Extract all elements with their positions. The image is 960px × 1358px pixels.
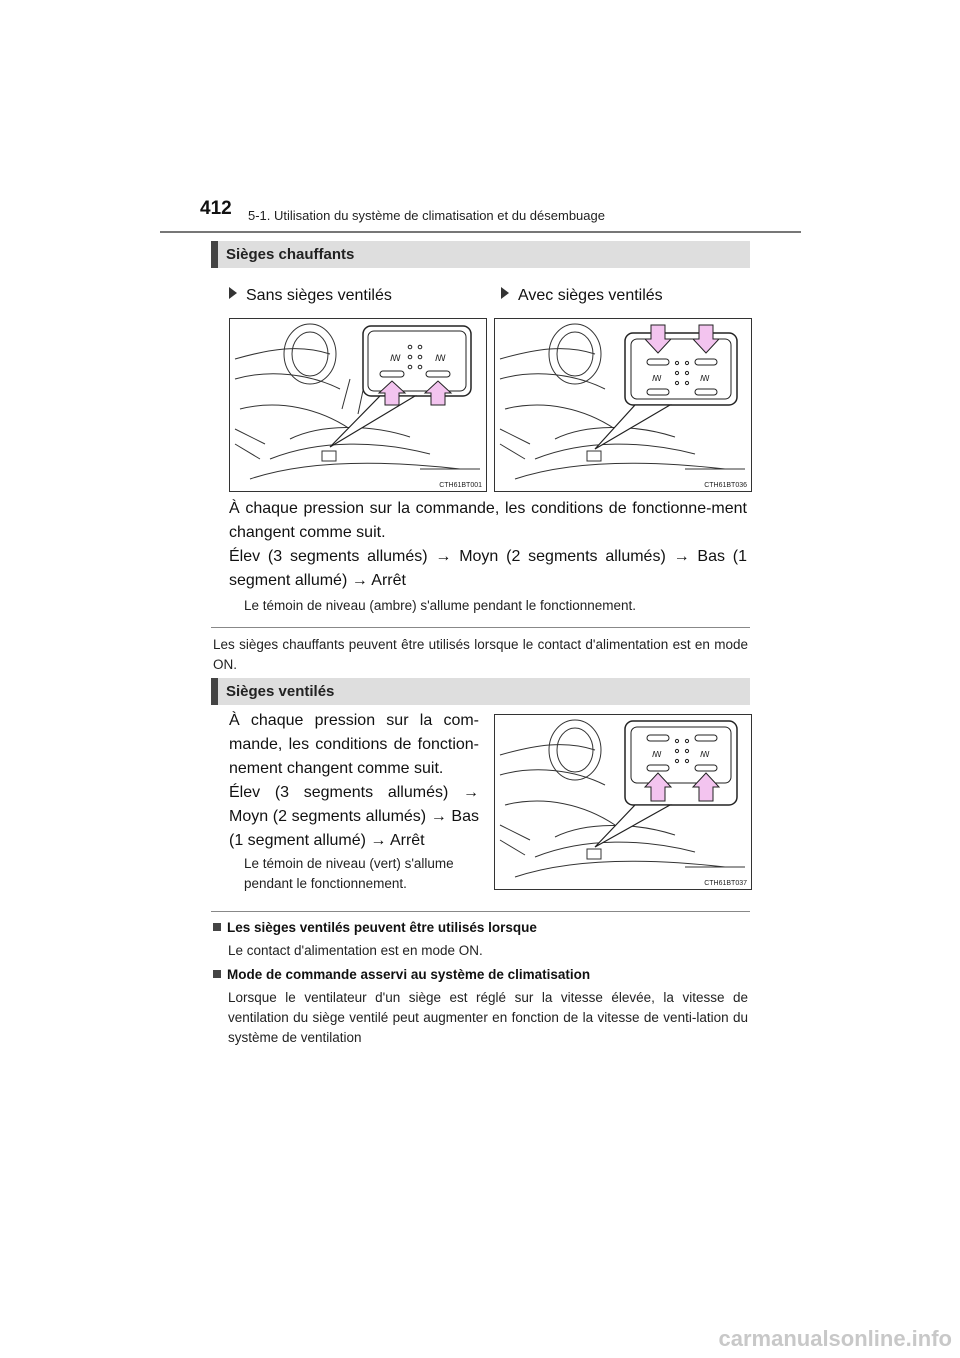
section-title: Sièges chauffants bbox=[226, 246, 355, 263]
note-heading-text: Mode de commande asservi au système de climatisation bbox=[227, 967, 591, 982]
console-illustration bbox=[495, 319, 751, 491]
figure-code: CTH61BT036 bbox=[704, 482, 747, 489]
svg-text:ꟿ: ꟿ bbox=[390, 354, 401, 364]
variant-label-left bbox=[229, 287, 392, 305]
svg-text:ꟿ: ꟿ bbox=[652, 750, 662, 759]
svg-text:ꟿ: ꟿ bbox=[652, 374, 662, 383]
svg-text:ꟿ: ꟿ bbox=[700, 374, 710, 383]
note-heading-2 bbox=[213, 967, 750, 982]
figure-code: CTH61BT037 bbox=[704, 880, 747, 887]
divider bbox=[211, 627, 750, 628]
square-bullet-icon bbox=[213, 923, 221, 931]
paragraph-ventilated-2: Élev (3 segments allumés) → Moyn (2 segments allumés) → Bas (1 segment allumé) → Arrêt bbox=[229, 784, 479, 849]
note-text-2: Lorsque le ventilateur d'un siège est réglé sur la vitesse élevée, la vitesse de ventilation du siège ventilé peut augmenter en fonction de la vitesse de venti-lation du système de ventilation bbox=[228, 990, 748, 1045]
note-ventilated: Le témoin de niveau (vert) s'allume pendant le fonctionnement. bbox=[244, 856, 454, 891]
figure-code: CTH61BT001 bbox=[439, 482, 482, 489]
header-rule bbox=[160, 231, 801, 233]
figure-ventilated-seat-switch bbox=[494, 318, 752, 492]
section-title: Sièges ventilés bbox=[226, 683, 335, 700]
console-illustration bbox=[495, 715, 751, 889]
figure-heated-seat-switch bbox=[229, 318, 487, 492]
variant-text: Avec sièges ventilés bbox=[518, 287, 663, 304]
paragraph-heated-1: À chaque pression sur la commande, les conditions de fonctionne-ment changent comme suit. bbox=[229, 500, 747, 541]
variant-label-right bbox=[501, 287, 663, 305]
page-number: 412 bbox=[200, 198, 232, 219]
note-heading-1 bbox=[213, 920, 750, 935]
note-text-1: Le contact d'alimentation est en mode ON. bbox=[228, 943, 483, 958]
paragraph-heated-condition: Les sièges chauffants peuvent être utilisés lorsque le contact d'alimentation est en mode ON. bbox=[213, 637, 748, 672]
note-heading-text: Les sièges ventilés peuvent être utilisés lorsque bbox=[227, 920, 537, 935]
svg-text:ꟿ: ꟿ bbox=[435, 354, 446, 364]
watermark: carmanualsonline.info bbox=[718, 1326, 952, 1351]
triangle-bullet-icon bbox=[229, 287, 237, 299]
divider bbox=[211, 911, 750, 912]
section-heading-ventilated bbox=[211, 678, 750, 705]
note-heated: Le témoin de niveau (ambre) s'allume pendant le fonctionnement. bbox=[244, 598, 637, 613]
square-bullet-icon bbox=[213, 970, 221, 978]
variant-text: Sans sièges ventilés bbox=[246, 287, 392, 304]
svg-text:ꟿ: ꟿ bbox=[700, 750, 710, 759]
paragraph-ventilated-1: À chaque pression sur la com-mande, les conditions de fonction-nement changent comme suit. bbox=[229, 712, 479, 777]
figure-ventilated-switch bbox=[494, 714, 752, 890]
triangle-bullet-icon bbox=[501, 287, 509, 299]
console-illustration bbox=[230, 319, 486, 491]
paragraph-heated-2: Élev (3 segments allumés) → Moyn (2 segments allumés) → Bas (1 segment allumé) → Arrêt bbox=[229, 548, 747, 589]
chapter-title: 5-1. Utilisation du système de climatisation et du désembuage bbox=[248, 208, 605, 223]
section-heading-heated bbox=[211, 241, 750, 268]
